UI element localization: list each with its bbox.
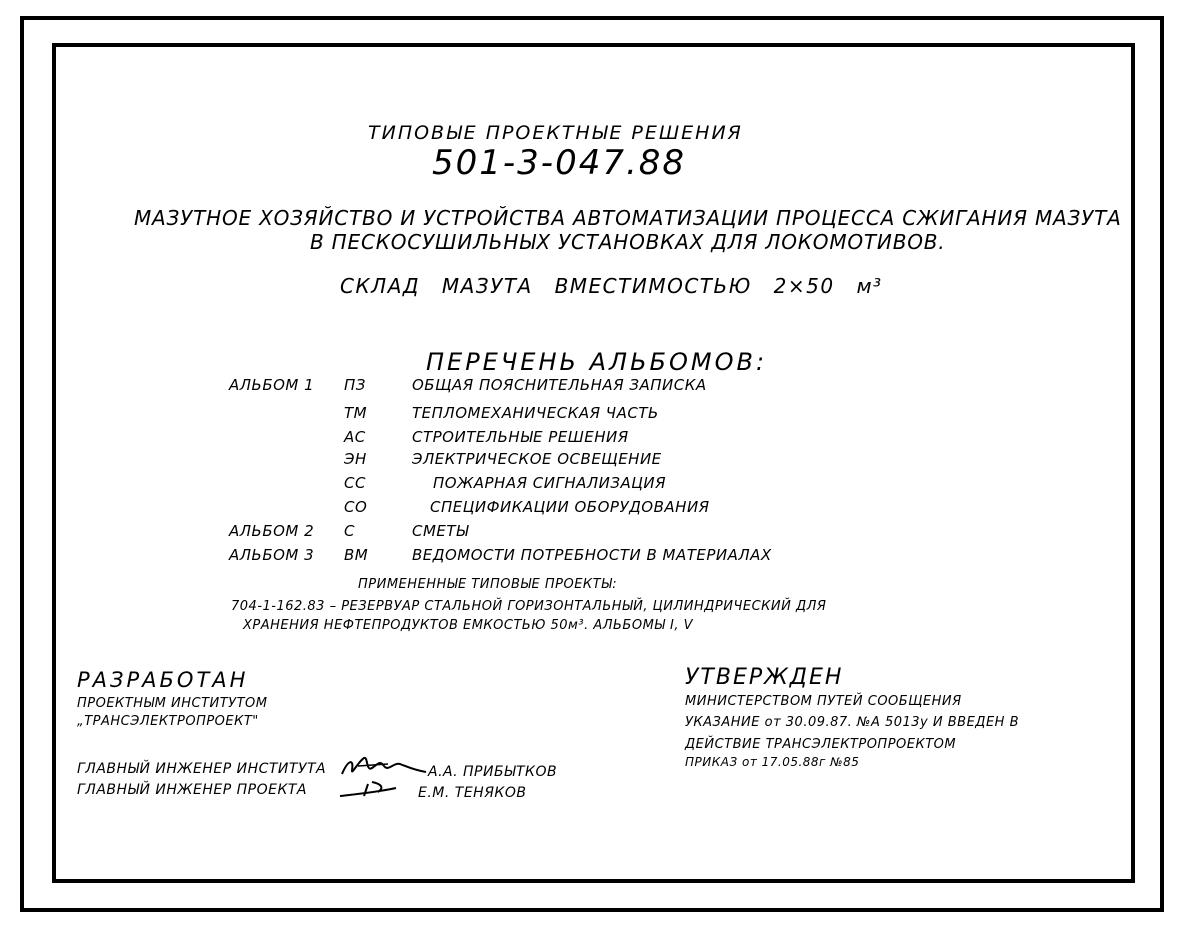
series-title: ТИПОВЫЕ ПРОЕКТНЫЕ РЕШЕНИЯ <box>368 122 743 144</box>
approved-line-4: ПРИКАЗ от 17.05.88г №85 <box>685 755 860 769</box>
approved-line-2: УКАЗАНИЕ от 30.09.87. №А 5013у И ВВЕДЕН В <box>685 715 1019 730</box>
title-line-2: В ПЕСКОСУШИЛЬНЫХ УСТАНОВКАХ ДЛЯ ЛОКОМОТИВОВ. <box>310 230 946 254</box>
album-code: АС <box>344 428 366 446</box>
album-name: ТЕПЛОМЕХАНИЧЕСКАЯ ЧАСТЬ <box>412 404 659 422</box>
approved-line-3: ДЕЙСТВИЕ ТРАНСЭЛЕКТРОПРОЕКТОМ <box>685 737 957 752</box>
album-name: ПОЖАРНАЯ СИГНАЛИЗАЦИЯ <box>433 474 667 492</box>
title-line-1: МАЗУТНОЕ ХОЗЯЙСТВО И УСТРОЙСТВА АВТОМАТИЗАЦИИ ПРОЦЕССА СЖИГАНИЯ МАЗУТА <box>134 206 1122 230</box>
chief-institute-name: А.А. ПРИБЫТКОВ <box>428 764 558 780</box>
signature-project <box>338 778 408 802</box>
album-name: ЭЛЕКТРИЧЕСКОЕ ОСВЕЩЕНИЕ <box>412 450 662 468</box>
album-code: С <box>344 522 355 540</box>
applied-line-1: 704-1-162.83 – РЕЗЕРВУАР СТАЛЬНОЙ ГОРИЗОНТАЛЬНЫЙ, ЦИЛИНДРИЧЕСКИЙ ДЛЯ <box>231 599 827 614</box>
album-name: СПЕЦИФИКАЦИИ ОБОРУДОВАНИЯ <box>430 498 710 516</box>
album-code: ВМ <box>344 546 369 564</box>
album-code: ТМ <box>344 404 368 422</box>
album-code: ПЗ <box>344 376 366 394</box>
album-label: АЛЬБОМ 3 <box>229 546 315 564</box>
applied-heading: ПРИМЕНЕННЫЕ ТИПОВЫЕ ПРОЕКТЫ: <box>358 577 618 592</box>
album-name: СТРОИТЕЛЬНЫЕ РЕШЕНИЯ <box>412 428 629 446</box>
developed-heading: РАЗРАБОТАН <box>77 668 249 692</box>
chief-project-role: ГЛАВНЫЙ ИНЖЕНЕР ПРОЕКТА <box>77 782 308 798</box>
albums-heading: ПЕРЕЧЕНЬ АЛЬБОМОВ: <box>426 348 768 376</box>
approved-heading: УТВЕРЖДЕН <box>685 665 844 690</box>
album-name: ОБЩАЯ ПОЯСНИТЕЛЬНАЯ ЗАПИСКА <box>412 376 707 394</box>
album-name: СМЕТЫ <box>412 522 469 540</box>
document-number: 501-3-047.88 <box>432 143 687 183</box>
album-name: ВЕДОМОСТИ ПОТРЕБНОСТИ В МАТЕРИАЛАХ <box>412 546 772 564</box>
album-label: АЛЬБОМ 1 <box>229 376 315 394</box>
album-label: АЛЬБОМ 2 <box>229 522 315 540</box>
applied-line-2: ХРАНЕНИЯ НЕФТЕПРОДУКТОВ ЕМКОСТЬЮ 50м³. АЛЬБОМЫ I, V <box>243 618 694 633</box>
chief-project-name: Е.М. ТЕНЯКОВ <box>418 785 527 801</box>
developed-line-1: ПРОЕКТНЫМ ИНСТИТУТОМ <box>77 696 268 711</box>
album-code: СО <box>344 498 368 516</box>
developed-line-2: „ТРАНСЭЛЕКТРОПРОЕКТ" <box>77 714 259 729</box>
subtitle: СКЛАД МАЗУТА ВМЕСТИМОСТЬЮ 2×50 м³ <box>340 274 883 298</box>
approved-line-1: МИНИСТЕРСТВОМ ПУТЕЙ СООБЩЕНИЯ <box>685 694 962 709</box>
chief-institute-role: ГЛАВНЫЙ ИНЖЕНЕР ИНСТИТУТА <box>77 761 327 777</box>
album-code: СС <box>344 474 366 492</box>
album-code: ЭН <box>344 450 367 468</box>
